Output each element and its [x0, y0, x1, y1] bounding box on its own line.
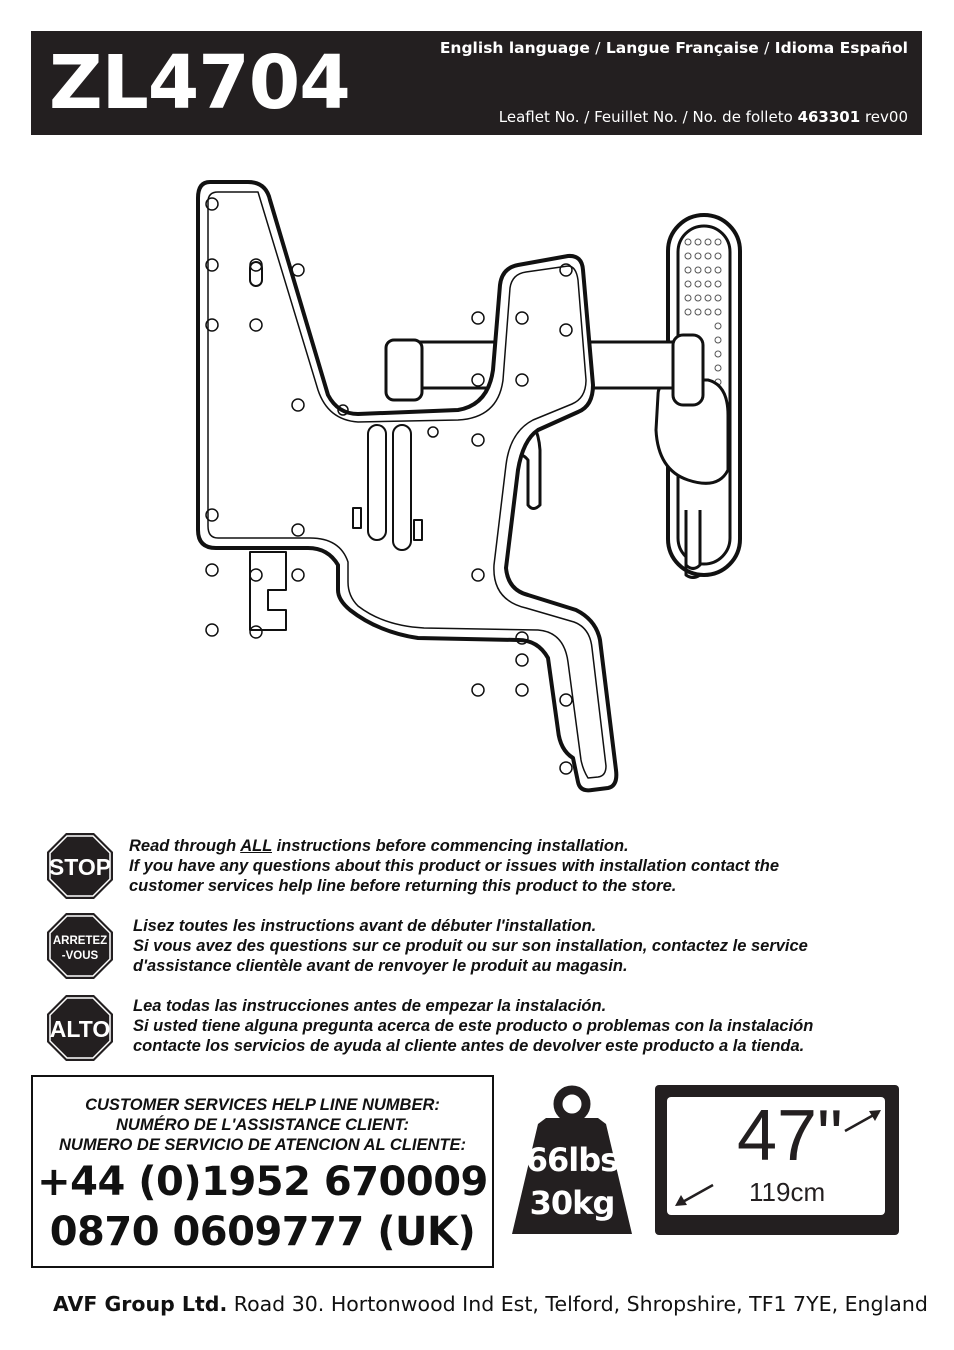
stop-sign-icon	[46, 912, 114, 980]
helpline-heading-fr: NUMÉRO DE L'ASSISTANCE CLIENT:	[116, 1116, 409, 1134]
language-spanish: Idioma Español	[774, 39, 908, 57]
screen-size-inches: 47"	[737, 1096, 843, 1176]
language-english: English language	[439, 39, 590, 57]
language-list	[440, 39, 908, 57]
address: Road 30. Hortonwood Ind Est, Telford, Shropshire, TF1 7YE, England	[227, 1292, 928, 1316]
warning-line: d'assistance clientèle avant de renvoyer le produit au magasin.	[133, 957, 628, 975]
stop-sign-label: STOP	[48, 854, 112, 880]
phone-uk[interactable]: 0870 0609777 (UK)	[49, 1209, 476, 1255]
screen-size-cm: 119cm	[749, 1177, 826, 1207]
leaflet-number-line	[499, 108, 908, 126]
warning-line: contacte los servicios de ayuda al cliente antes de devolver este producto a la tienda.	[133, 1037, 805, 1055]
warning-line: Si vous avez des questions sur ce produit ou sur son installation, contactez le service	[133, 937, 808, 955]
leaflet-revision: rev00	[864, 108, 908, 126]
warning-french-text	[133, 916, 808, 976]
warning-english-text	[129, 836, 779, 896]
warning-line: If you have any questions about this product or issues with installation contact the	[129, 857, 780, 875]
company-address	[53, 1292, 928, 1316]
warning-line: Lisez toutes les instructions avant de débuter l'installation.	[133, 917, 597, 935]
warning-line: Lea todas las instrucciones antes de empezar la instalación.	[133, 997, 607, 1015]
screen-face	[667, 1097, 885, 1215]
language-separator: /	[595, 39, 601, 57]
arretez-sign-label-2: -VOUS	[61, 950, 99, 962]
warning-line: customer services help line before returning this product to the store.	[129, 877, 677, 895]
language-separator: /	[764, 39, 770, 57]
stop-sign-icon	[46, 832, 114, 900]
helpline-box	[31, 1075, 494, 1268]
warning-spanish-text	[133, 996, 813, 1056]
header-band	[31, 31, 922, 135]
warning-line: Si usted tiene alguna pregunta acerca de este producto o problemas con la instalación	[133, 1017, 814, 1035]
arretez-sign-label-1: ARRETEZ	[52, 935, 108, 947]
language-french: Langue Française	[605, 39, 759, 57]
model-number: ZL4704	[49, 40, 350, 126]
leaflet-prefix: Leaflet No. / Feuillet No. / No. de folleto	[498, 108, 793, 126]
stop-sign-icon	[46, 994, 114, 1062]
helpline-heading-es: NUMERO DE SERVICIO DE ATENCION AL CLIENTE:	[58, 1136, 467, 1154]
leaflet-number: 463301	[797, 108, 861, 126]
screen-size-badge	[655, 1085, 899, 1235]
weight-capacity	[510, 1084, 634, 1236]
helpline-heading-en: CUSTOMER SERVICES HELP LINE NUMBER:	[85, 1096, 440, 1114]
wall-mount-illustration	[188, 170, 758, 800]
vesa-plate	[198, 182, 616, 790]
phone-international[interactable]: +44 (0)1952 670009	[37, 1159, 488, 1205]
weight-lbs: 66lbs	[525, 1141, 619, 1179]
warning-line: Read through ALL instructions before commencing installation.	[129, 837, 629, 855]
company-name: AVF Group Ltd.	[53, 1292, 228, 1316]
diagonal-arrow-icon	[667, 1097, 885, 1215]
weight-kg: 30kg	[529, 1184, 615, 1222]
alto-sign-label: ALTO	[49, 1016, 111, 1042]
